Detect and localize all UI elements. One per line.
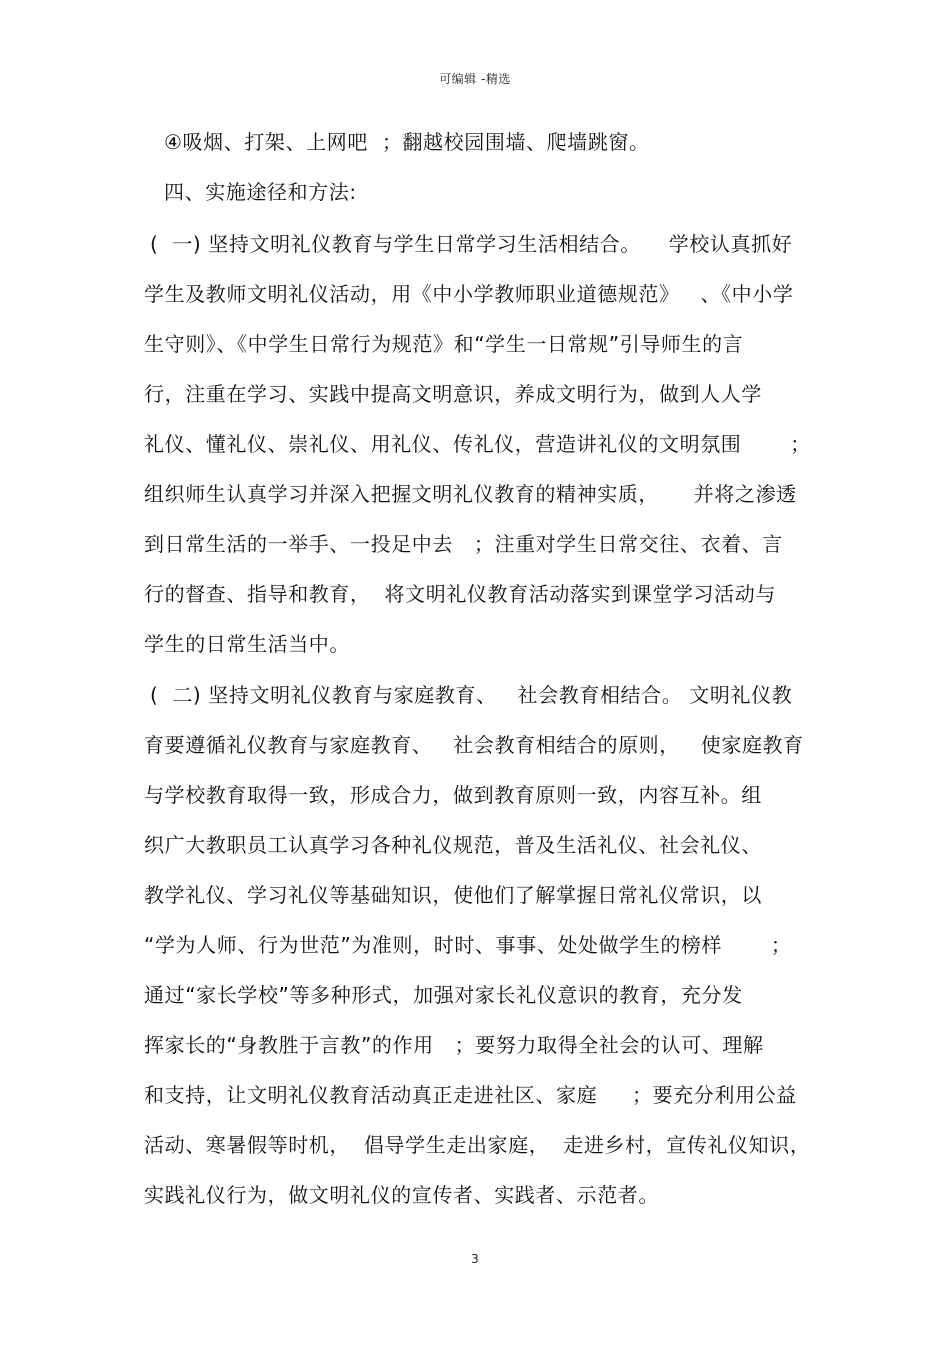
text-line: 活动、寒暑假等时机， 倡导学生走出家庭， 走进乡村，宣传礼仪知识， <box>144 1133 811 1157</box>
text-line: ④吸烟、打架、上网吧 ；翻越校园围墙、爬墙跳窗。 <box>164 130 650 154</box>
text-line: 织广大教职员工认真学习各种礼仪规范，普及生活礼仪、社会礼仪、 <box>144 833 762 857</box>
text-line: 育要遵循礼仪教育与家庭教育、 社会教育相结合的原则， 使家庭教育 <box>144 733 804 757</box>
text-line: 和支持，让文明礼仪教育活动真正走进社区、家庭 ；要充分利用公益 <box>144 1083 797 1107</box>
page-number: 3 <box>471 1252 479 1266</box>
text-line: 行的督查、指导和教育， 将文明礼仪教育活动落实到课堂学习活动与 <box>144 582 776 606</box>
text-line: 教学礼仪、学习礼仪等基础知识，使他们了解掌握日常礼仪常识，以 <box>144 883 762 907</box>
text-line: 学生的日常生活当中。 <box>144 632 350 656</box>
text-line: “学为人师、行为世范”为准则，时时、事事、处处做学生的榜样 ； <box>144 933 792 957</box>
text-line: 组织师生认真学习并深入把握文明礼仪教育的精神实质， 并将之渗透 <box>144 482 797 506</box>
text-line: ( 一) 坚持文明礼仪教育与学生日常学习生活相结合。 学校认真抓好 <box>150 232 793 256</box>
text-line: 行，注重在学习、实践中提高文明意识，养成文明行为，做到人人学 <box>144 382 762 406</box>
text-line: 到日常生活的一举手、一投足中去 ；注重对学生日常交往、衣着、言 <box>144 532 783 556</box>
text-line: 与学校教育取得一致，形成合力，做到教育原则一致，内容互补。组 <box>144 783 762 807</box>
text-line: 挥家长的“身教胜于言教”的作用 ；要努力取得全社会的认可、理解 <box>144 1033 764 1057</box>
text-line: 学生及教师文明礼仪活动，用《中小学教师职业道德规范》 、《中小学 <box>144 282 794 306</box>
section-heading: 四、实施途径和方法: <box>164 180 357 204</box>
text-line: 礼仪、懂礼仪、崇礼仪、用礼仪、传礼仪，营造讲礼仪的文明氛围 ； <box>144 432 811 456</box>
text-line: 实践礼仪行为，做文明礼仪的宣传者、实践者、示范者。 <box>144 1183 659 1207</box>
text-line: ( 二) 坚持文明礼仪教育与家庭教育、 社会教育相结合。 文明礼仪教 <box>150 683 793 707</box>
page-header: 可编辑 -精选 <box>439 72 511 86</box>
text-line: 生守则》、《中学生日常行为规范》和“学生一日常规”引导师生的言 <box>144 332 744 356</box>
text-line: 通过“家长学校”等多种形式，加强对家长礼仪意识的教育，充分发 <box>144 983 743 1007</box>
